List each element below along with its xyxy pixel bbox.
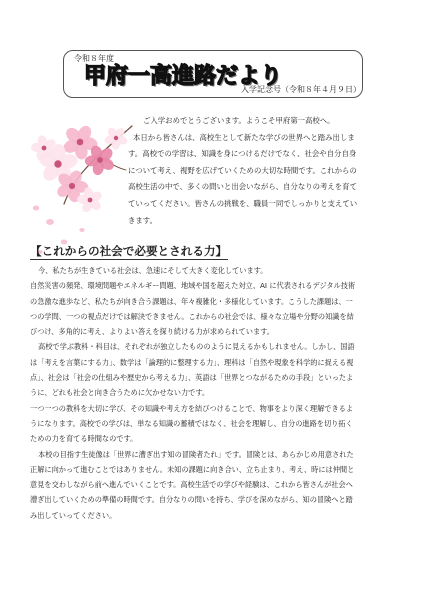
body-line: は「考えを言葉にする力」、数学は「論理的に整理する力」、理科は「自然や現象を科学的に捉える視 xyxy=(30,357,354,367)
body-line: 正解に向かって進むことではありません。未知の課題に向き合い、立ち止まり、考え、時には仲間と xyxy=(30,464,355,474)
intro-line: 高校生活の中で、多くの問いと出会いながら、自分なりの考えを育て xyxy=(128,182,357,192)
body-line: 点」、社会は「社会の仕組みや歴史から考える力」、英語は「世界とつながるための手段」といったよ xyxy=(30,373,354,383)
body-line: 今、私たちが生きている社会は、急速にそして大きく変化しています。 xyxy=(38,266,268,275)
body-line: 一つ一つの教科を大切に学び、その知識や考え方を結びつけることで、物事をより深く理解できるよ xyxy=(30,403,354,413)
body-line: つの学問、一つの視点だけでは解決できません。これからの社会では、様々な立場や分野の知識を結 xyxy=(30,311,354,321)
body-line: うになります。高校での学びは、単なる知識の蓄積ではなく、社会を理解し、自分の進路を切り拓く xyxy=(30,418,353,428)
falling-petal xyxy=(46,219,54,225)
flower-center xyxy=(69,183,75,189)
school-year-label: 令和８年度 xyxy=(74,54,114,63)
flower-center xyxy=(54,160,61,167)
intro-line: す。高校での学習は、知識を身につけるだけでなく、社会や自分自身 xyxy=(128,149,357,159)
section-heading: 【これからの社会で必要とされる力】 xyxy=(30,244,228,258)
flower-center xyxy=(114,136,118,140)
body-line: 自然災害の頻発、環境問題やエネルギー問題、地域や国を超えた対立、AI に代表されるデジタル技術 xyxy=(30,281,356,291)
flower-center xyxy=(77,139,84,146)
body-line: びつけ、多角的に考え、よりよい答えを探り続ける力が求められています。 xyxy=(30,327,274,337)
newsletter-title: 甲府一高進路だより xyxy=(84,64,283,89)
body-line: ための力を育てる時間なのです。 xyxy=(30,434,138,444)
intro-line: きます。 xyxy=(128,215,157,225)
intro-line: ていってください。皆さんの挑戦を、職員一同でしっかりと支えてい xyxy=(128,198,358,208)
intro-line: 本日から皆さんは、高校生として新たな学びの世界へと踏み出しま xyxy=(133,132,355,142)
intro-line: ご入学おめでとうございます。ようこそ甲府第一高校へ。 xyxy=(143,116,335,125)
flower-center xyxy=(88,198,93,203)
body-line: 高校で学ぶ教科・科目は、それぞれが独立したもののように見えるかもしれません。しかし、国語 xyxy=(38,342,355,352)
issue-label: 入学記念号（令和８年４月９日） xyxy=(241,85,361,94)
body-line: 本校の目指す生徒像は「世界に漕ぎ出す知の冒険者たれ」です。冒険とは、あらかじめ用意された xyxy=(38,449,354,459)
intro-paragraph xyxy=(128,113,390,229)
falling-petal xyxy=(33,206,40,211)
heading-underline xyxy=(30,259,228,260)
body-line: 漕ぎ出していくための準備の時間です。自分なりの問いを持ち、学びを深めながら、知の冒険へと踏 xyxy=(30,495,353,505)
flower-center xyxy=(42,146,47,151)
body-line: うに、どれも社会と向き合うために欠かせない力です。 xyxy=(30,388,210,398)
body-line: 意見を交わしながら前へ進んでいくことです。高校生活での学びや経験は、これから皆さんが社会へ xyxy=(30,480,353,490)
flower-center xyxy=(97,157,103,163)
falling-petal xyxy=(79,228,84,232)
body-line: み出していってください。 xyxy=(30,510,117,520)
section-body xyxy=(30,263,395,523)
cherry-blossom-icon xyxy=(20,112,138,262)
body-line: の急激な進歩など、私たちが向き合う課題は、年々複雑化・多様化しています。こうした課題は、一 xyxy=(30,296,353,306)
intro-line: について考え、視野を広げていくための大切な時間です。これからの xyxy=(128,165,357,175)
